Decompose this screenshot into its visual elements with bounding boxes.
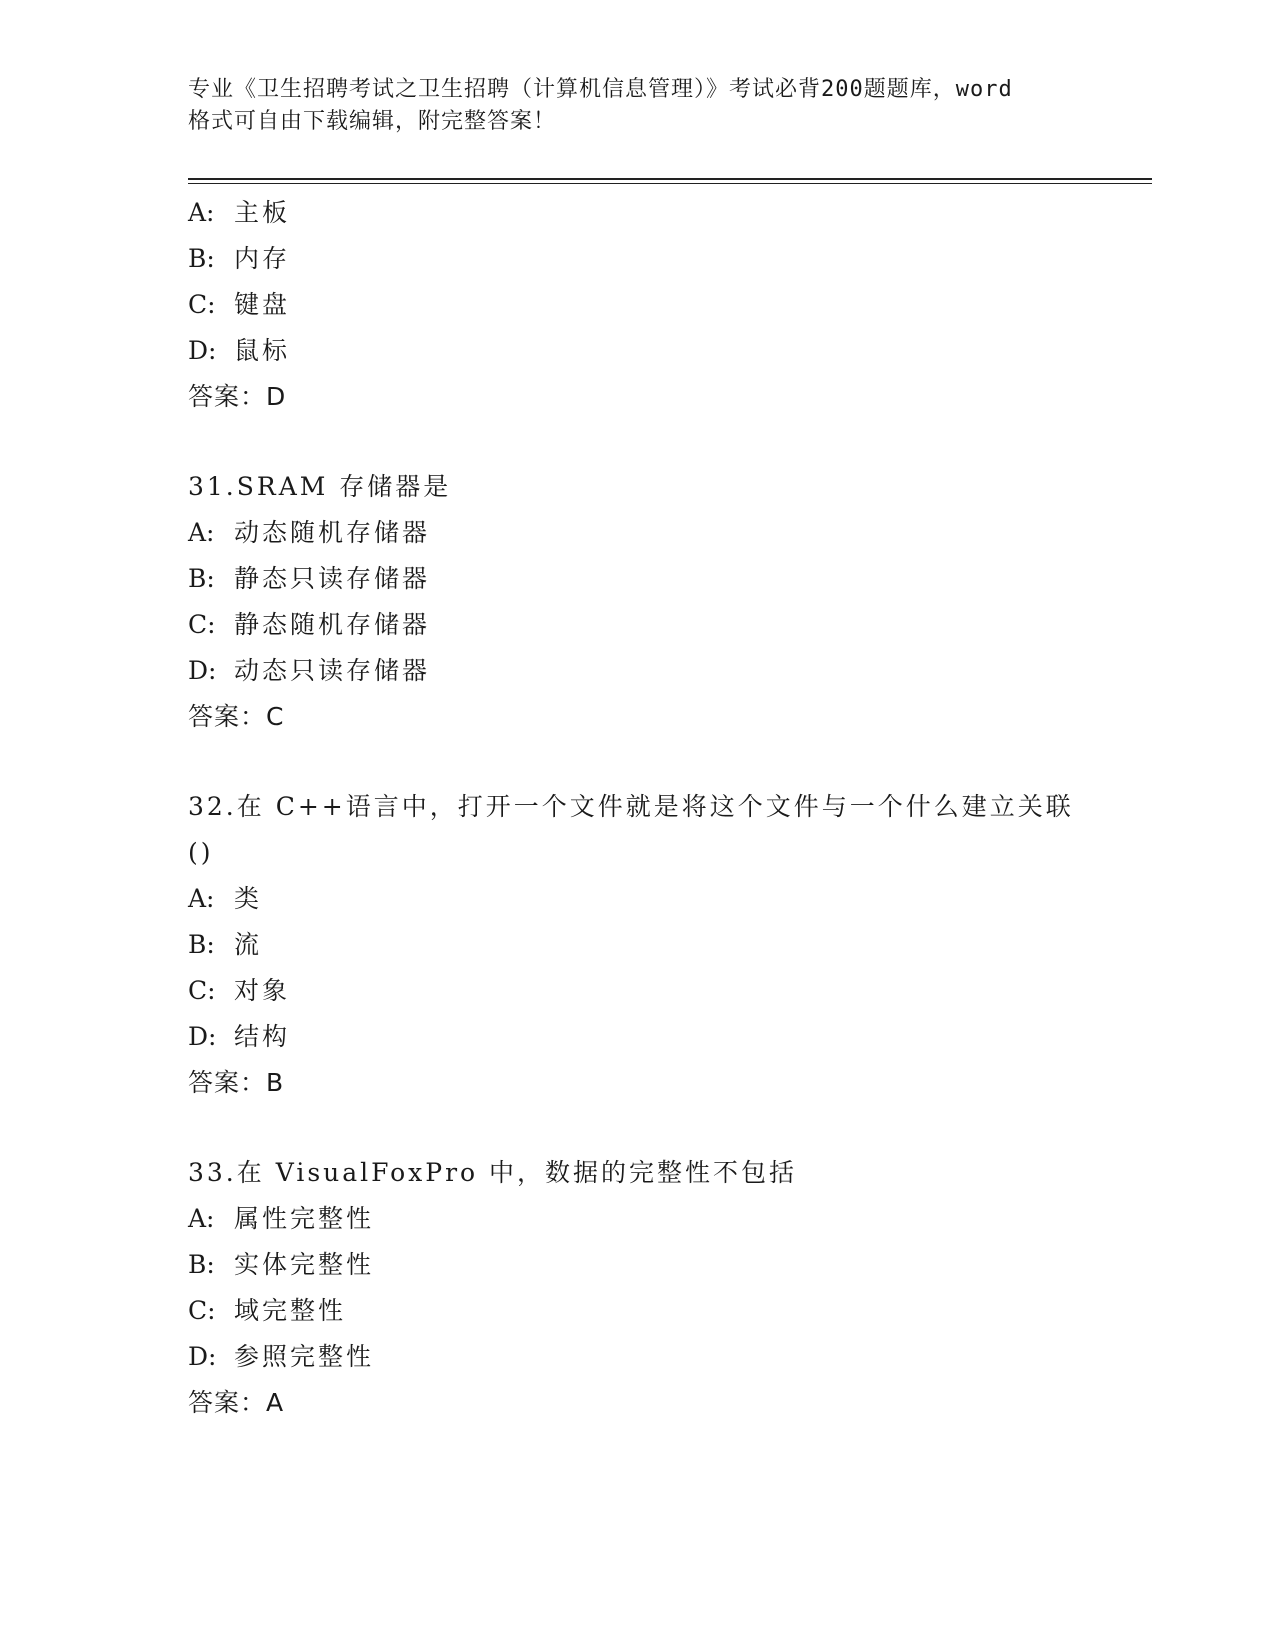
- option-letter: C:: [188, 610, 216, 639]
- option-letter: C:: [188, 290, 216, 319]
- option-text: 动态随机存储器: [234, 518, 431, 547]
- option-b: [188, 556, 1148, 602]
- answer-line: 答案：C: [188, 702, 285, 731]
- question-text: 33.在 VisualFoxPro 中，数据的完整性不包括: [188, 1158, 798, 1187]
- option-d: [188, 648, 1148, 694]
- question-text: 32.在 C++语言中，打开一个文件就是将这个文件与一个什么建立关联: [188, 792, 1074, 821]
- header-rule-thick: [188, 178, 1152, 180]
- header-rule-thin: [188, 183, 1152, 184]
- option-letter: A:: [188, 198, 215, 227]
- header-line-2: 格式可自由下载编辑，附完整答案！: [188, 109, 557, 134]
- option-text: 鼠标: [234, 336, 291, 365]
- option-a: [188, 1196, 1148, 1242]
- option-b: [188, 1242, 1148, 1288]
- option-text: 结构: [234, 1022, 291, 1051]
- spacer: [188, 740, 1148, 784]
- spacer: [188, 1106, 1148, 1150]
- option-letter: B:: [188, 564, 215, 593]
- option-text: 静态只读存储器: [234, 564, 431, 593]
- answer-line: 答案：D: [188, 382, 287, 411]
- option-a: [188, 876, 1148, 922]
- document-header: [188, 74, 1088, 138]
- spacer: [188, 420, 1148, 464]
- option-text: 静态随机存储器: [234, 610, 431, 639]
- question-text-continued: (): [188, 838, 214, 867]
- option-c: [188, 282, 1148, 328]
- option-letter: D:: [188, 1022, 217, 1051]
- option-d: [188, 1334, 1148, 1380]
- option-letter: A:: [188, 884, 215, 913]
- option-text: 属性完整性: [234, 1204, 375, 1233]
- option-b: [188, 922, 1148, 968]
- option-text: 键盘: [234, 290, 291, 319]
- option-a: [188, 190, 1148, 236]
- question-list: [188, 190, 1148, 1426]
- answer-line: 答案：B: [188, 1068, 285, 1097]
- question-block-32: [188, 784, 1148, 1106]
- option-c: [188, 602, 1148, 648]
- question-block-33: [188, 1150, 1148, 1426]
- option-letter: D:: [188, 336, 217, 365]
- question-block-31: [188, 464, 1148, 740]
- option-letter: B:: [188, 244, 215, 273]
- option-text: 对象: [234, 976, 291, 1005]
- option-text: 流: [234, 930, 263, 959]
- option-c: [188, 1288, 1148, 1334]
- option-letter: C:: [188, 976, 216, 1005]
- option-letter: C:: [188, 1296, 216, 1325]
- question-block-prev: [188, 190, 1148, 420]
- option-letter: D:: [188, 1342, 217, 1371]
- option-d: [188, 328, 1148, 374]
- option-letter: D:: [188, 656, 217, 685]
- option-letter: A:: [188, 518, 215, 547]
- option-text: 类: [234, 884, 263, 913]
- option-letter: B:: [188, 1250, 215, 1279]
- option-text: 主板: [234, 198, 291, 227]
- option-b: [188, 236, 1148, 282]
- option-c: [188, 968, 1148, 1014]
- option-letter: B:: [188, 930, 215, 959]
- option-a: [188, 510, 1148, 556]
- option-d: [188, 1014, 1148, 1060]
- header-line-1: 专业《卫生招聘考试之卫生招聘（计算机信息管理）》考试必背200题题库，word: [188, 77, 1013, 102]
- option-text: 实体完整性: [234, 1250, 375, 1279]
- option-text: 参照完整性: [234, 1342, 375, 1371]
- option-letter: A:: [188, 1204, 215, 1233]
- option-text: 动态只读存储器: [234, 656, 431, 685]
- option-text: 域完整性: [234, 1296, 347, 1325]
- option-text: 内存: [234, 244, 291, 273]
- question-text: 31.SRAM 存储器是: [188, 472, 452, 501]
- answer-line: 答案：A: [188, 1388, 285, 1417]
